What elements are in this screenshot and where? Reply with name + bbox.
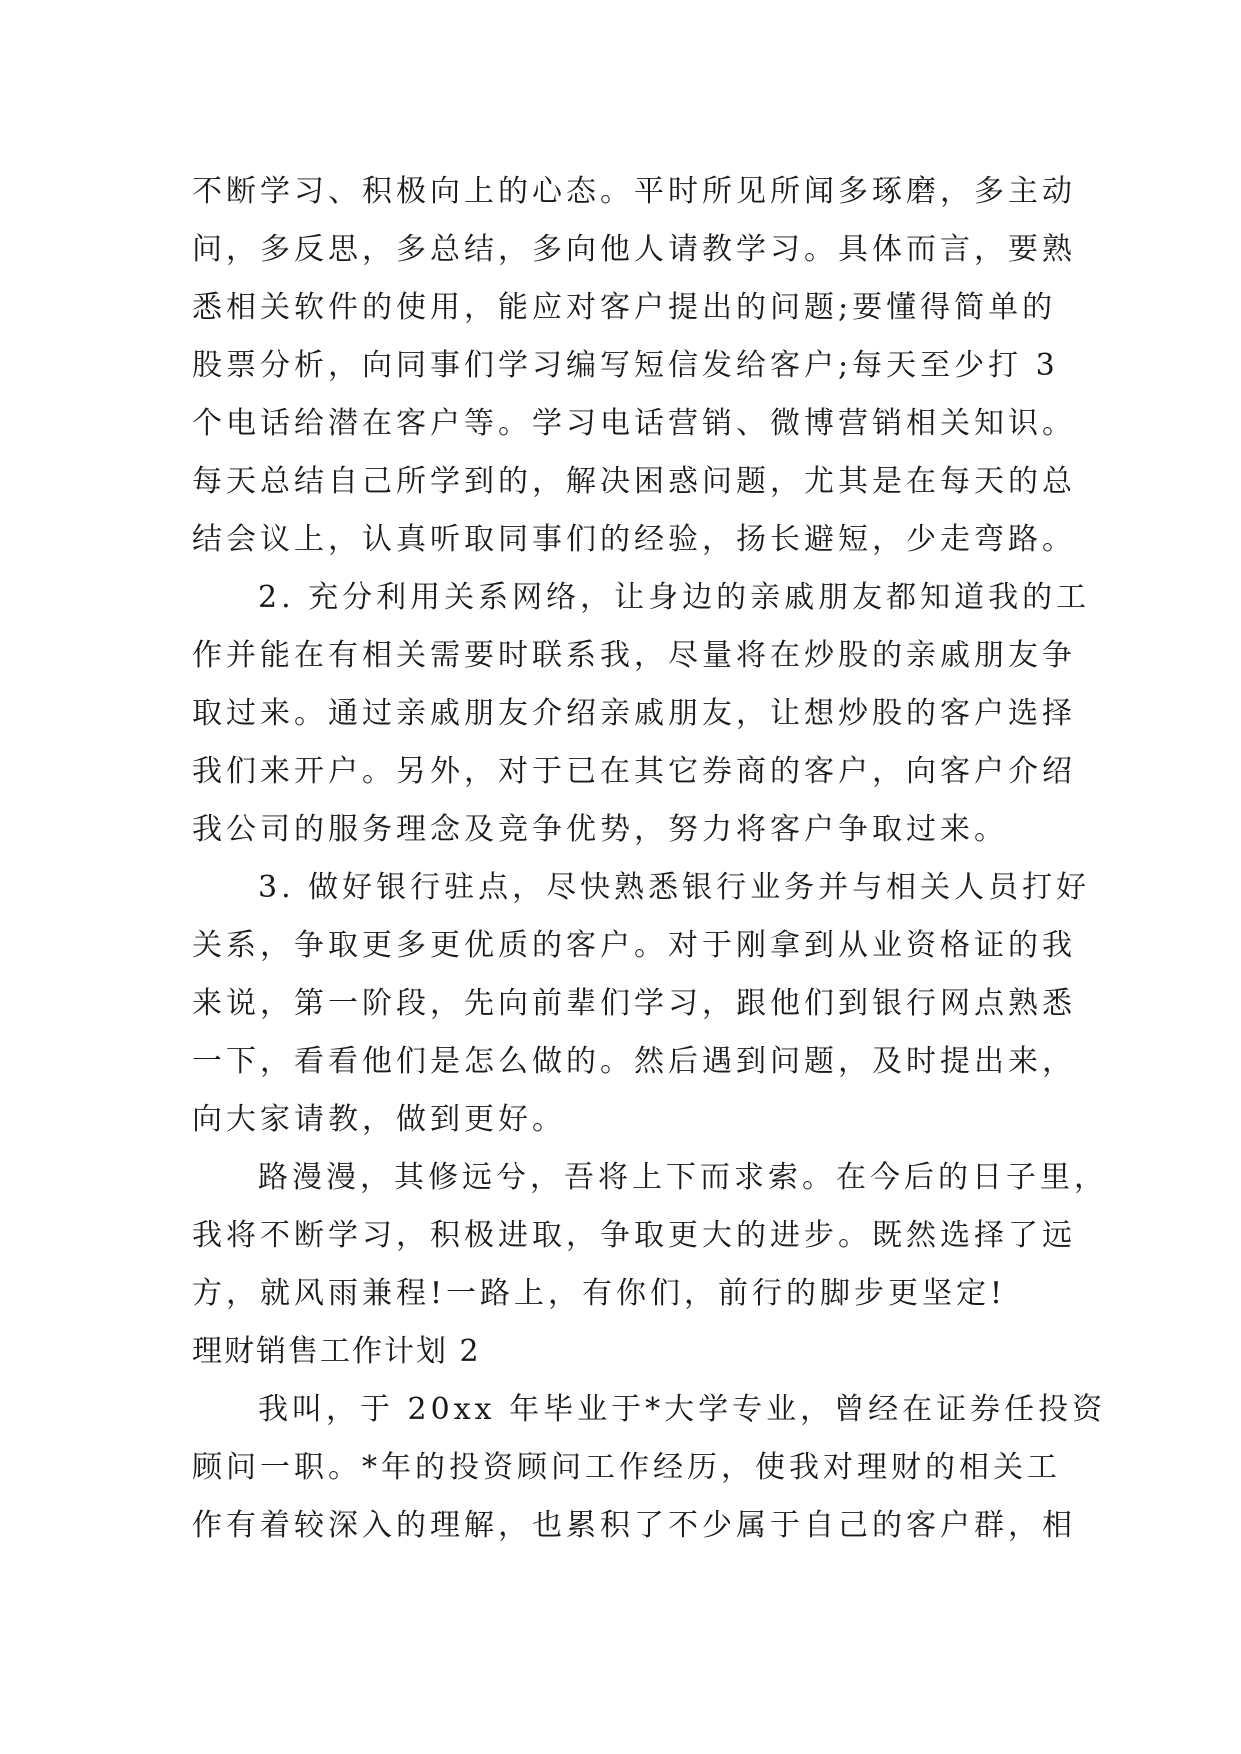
text-line: 向大家请教，做到更好。 (192, 1102, 566, 1137)
text-line: 我叫，于 20xx 年毕业于*大学专业，曾经在证券任投资 (258, 1392, 1107, 1427)
text-line: 股票分析，向同事们学习编写短信发给客户;每天至少打 3 (192, 348, 1059, 383)
text-line: 2. 充分利用关系网络，让身边的亲戚朋友都知道我的工 (258, 580, 1091, 615)
text-line: 结会议上，认真听取同事们的经验，扬长避短，少走弯路。 (192, 522, 1076, 557)
text-line: 问，多反思，多总结，多向他人请教学习。具体而言，要熟 (192, 232, 1076, 267)
section-heading: 理财销售工作计划 2 (192, 1334, 481, 1369)
document-body (192, 163, 1108, 1555)
text-line: 我们来开户。另外，对于已在其它券商的客户，向客户介绍 (192, 754, 1076, 789)
text-line: 路漫漫，其修远兮，吾将上下而求索。在今后的日子里， (258, 1160, 1108, 1195)
text-line: 每天总结自己所学到的，解决困惑问题，尤其是在每天的总 (192, 464, 1076, 499)
text-line: 悉相关软件的使用，能应对客户提出的问题;要懂得简单的 (192, 290, 1057, 325)
text-line: 个电话给潜在客户等。学习电话营销、微博营销相关知识。 (192, 406, 1076, 441)
text-line: 一下，看看他们是怎么做的。然后遇到问题，及时提出来， (192, 1044, 1076, 1079)
text-line: 作并能在有相关需要时联系我，尽量将在炒股的亲戚朋友争 (192, 638, 1076, 673)
text-line: 关系，争取更多更优质的客户。对于刚拿到从业资格证的我 (192, 928, 1076, 963)
text-line: 3. 做好银行驻点，尽快熟悉银行业务并与相关人员打好 (258, 870, 1091, 905)
text-line: 作有着较深入的理解，也累积了不少属于自己的客户群，相 (192, 1508, 1076, 1543)
text-line: 顾问一职。*年的投资顾问工作经历，使我对理财的相关工 (192, 1450, 1061, 1485)
text-line: 取过来。通过亲戚朋友介绍亲戚朋友，让想炒股的客户选择 (192, 696, 1076, 731)
text-line: 来说，第一阶段，先向前辈们学习，跟他们到银行网点熟悉 (192, 986, 1076, 1021)
text-line: 不断学习、积极向上的心态。平时所见所闻多琢磨，多主动 (192, 174, 1076, 209)
text-line: 我将不断学习，积极进取，争取更大的进步。既然选择了远 (192, 1218, 1076, 1253)
text-line: 我公司的服务理念及竞争优势，努力将客户争取过来。 (192, 812, 1008, 847)
text-line: 方，就风雨兼程!一路上，有你们，前行的脚步更坚定! (192, 1276, 1007, 1311)
